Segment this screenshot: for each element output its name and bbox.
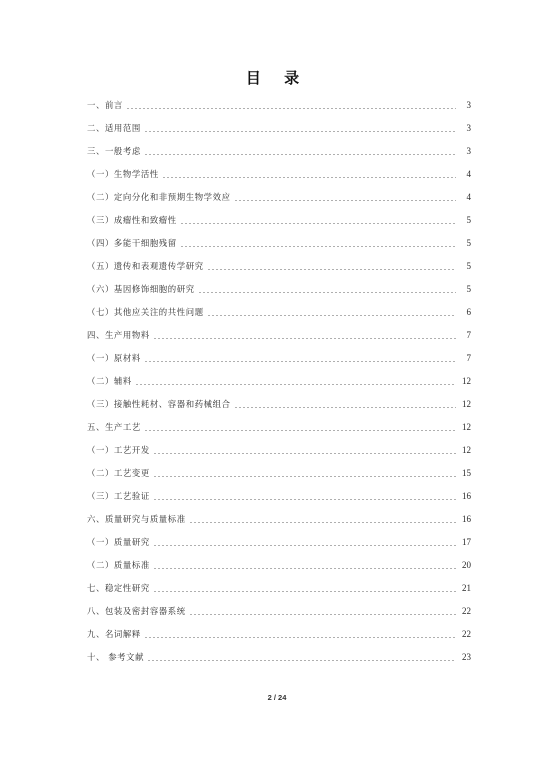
toc-entry-label: （三）工艺验证	[87, 491, 150, 502]
toc-entry[interactable]	[87, 462, 471, 485]
toc-entry[interactable]	[87, 531, 471, 554]
toc-entry-label: （二）辅料	[87, 376, 132, 387]
dot-leader	[180, 246, 456, 247]
dot-leader	[180, 223, 456, 224]
toc-entry[interactable]	[87, 209, 471, 232]
toc-entry-page: 21	[462, 583, 471, 593]
dot-leader	[207, 269, 456, 270]
dot-leader	[144, 430, 456, 431]
dot-leader	[153, 338, 456, 339]
toc-entry-label: （一）生物学活性	[87, 169, 159, 180]
toc-entry-label: （二）质量标准	[87, 560, 150, 571]
toc-entry[interactable]	[87, 278, 471, 301]
toc-entry-label: 五、生产工艺	[87, 422, 141, 433]
toc-entry-page: 4	[466, 192, 471, 202]
toc-entry-label: （六）基因修饰细胞的研究	[87, 284, 195, 295]
toc-entry-page: 3	[466, 100, 471, 110]
toc-entry-label: 八、包装及密封容器系统	[87, 606, 186, 617]
dot-leader	[153, 476, 456, 477]
dot-leader	[126, 108, 456, 109]
toc-entry-page: 7	[466, 330, 471, 340]
dot-leader	[234, 200, 456, 201]
toc-entry-label: （五）遗传和表观遗传学研究	[87, 261, 204, 272]
toc-entry[interactable]	[87, 232, 471, 255]
toc-entry[interactable]	[87, 508, 471, 531]
toc-entry-page: 5	[466, 238, 471, 248]
toc-entry[interactable]	[87, 140, 471, 163]
toc-entry-page: 23	[462, 652, 471, 662]
dot-leader	[198, 292, 456, 293]
toc-entry-page: 15	[462, 468, 471, 478]
toc-entry[interactable]	[87, 163, 471, 186]
toc-entry[interactable]	[87, 393, 471, 416]
toc-entry[interactable]	[87, 623, 471, 646]
dot-leader	[144, 361, 456, 362]
toc-entry-page: 22	[462, 606, 471, 616]
toc-entry-page: 5	[466, 261, 471, 271]
toc-entry[interactable]	[87, 301, 471, 324]
toc-entry-page: 12	[462, 399, 471, 409]
dot-leader	[153, 545, 456, 546]
toc-entry-label: 九、名词解释	[87, 629, 141, 640]
dot-leader	[189, 522, 456, 523]
toc-entry-label: （一）原材料	[87, 353, 141, 364]
toc-entry-label: 四、生产用物料	[87, 330, 150, 341]
toc-entry[interactable]	[87, 255, 471, 278]
toc-entry[interactable]	[87, 485, 471, 508]
toc-entry-page: 20	[462, 560, 471, 570]
toc-entry[interactable]	[87, 646, 471, 669]
toc-entry-page: 12	[462, 445, 471, 455]
toc-entry-page: 4	[466, 169, 471, 179]
dot-leader	[162, 177, 456, 178]
dot-leader	[144, 154, 456, 155]
toc-entry-label: 三、一般考虑	[87, 146, 141, 157]
table-of-contents	[87, 94, 471, 669]
toc-entry-page: 3	[466, 146, 471, 156]
toc-entry-label: （二）定向分化和非预期生物学效应	[87, 192, 231, 203]
toc-entry[interactable]	[87, 416, 471, 439]
toc-entry-label: 二、适用范围	[87, 123, 141, 134]
toc-entry-label: 一、前言	[87, 100, 123, 111]
toc-entry[interactable]	[87, 186, 471, 209]
toc-entry-label: （二）工艺变更	[87, 468, 150, 479]
toc-entry[interactable]	[87, 347, 471, 370]
toc-entry-label: （三）接触性耗材、容器和药械组合	[87, 399, 231, 410]
toc-entry-label: （七）其他应关注的共性问题	[87, 307, 204, 318]
toc-entry-page: 3	[466, 123, 471, 133]
toc-entry-label: （一）质量研究	[87, 537, 150, 548]
toc-entry-label: 十、 参考文献	[87, 652, 145, 663]
toc-entry-page: 17	[462, 537, 471, 547]
toc-entry-page: 16	[462, 491, 471, 501]
toc-entry-page: 7	[466, 353, 471, 363]
toc-entry[interactable]	[87, 370, 471, 393]
dot-leader	[234, 407, 456, 408]
toc-entry-label: 六、质量研究与质量标准	[87, 514, 186, 525]
toc-entry-page: 6	[466, 307, 471, 317]
toc-entry[interactable]	[87, 577, 471, 600]
dot-leader	[207, 315, 456, 316]
dot-leader	[144, 131, 456, 132]
toc-entry-page: 5	[466, 284, 471, 294]
toc-entry[interactable]	[87, 439, 471, 462]
toc-entry-page: 5	[466, 215, 471, 225]
toc-entry-page: 16	[462, 514, 471, 524]
toc-entry-page: 12	[462, 422, 471, 432]
toc-entry-page: 12	[462, 376, 471, 386]
toc-entry[interactable]	[87, 600, 471, 623]
toc-entry[interactable]	[87, 117, 471, 140]
dot-leader	[153, 499, 456, 500]
toc-entry[interactable]	[87, 554, 471, 577]
dot-leader	[135, 384, 456, 385]
dot-leader	[153, 591, 456, 592]
dot-leader	[153, 568, 456, 569]
dot-leader	[153, 453, 456, 454]
toc-entry-label: （一）工艺开发	[87, 445, 150, 456]
toc-entry[interactable]	[87, 324, 471, 347]
dot-leader	[144, 637, 456, 638]
toc-entry-label: 七、稳定性研究	[87, 583, 150, 594]
toc-title: 目 录	[245, 69, 309, 87]
dot-leader	[189, 614, 456, 615]
toc-entry-label: （三）成瘤性和致瘤性	[87, 215, 177, 226]
dot-leader	[147, 660, 456, 661]
toc-entry-page: 22	[462, 629, 471, 639]
page-number: 2 / 24	[267, 693, 287, 702]
toc-entry[interactable]	[87, 94, 471, 117]
toc-entry-label: （四）多能干细胞残留	[87, 238, 177, 249]
